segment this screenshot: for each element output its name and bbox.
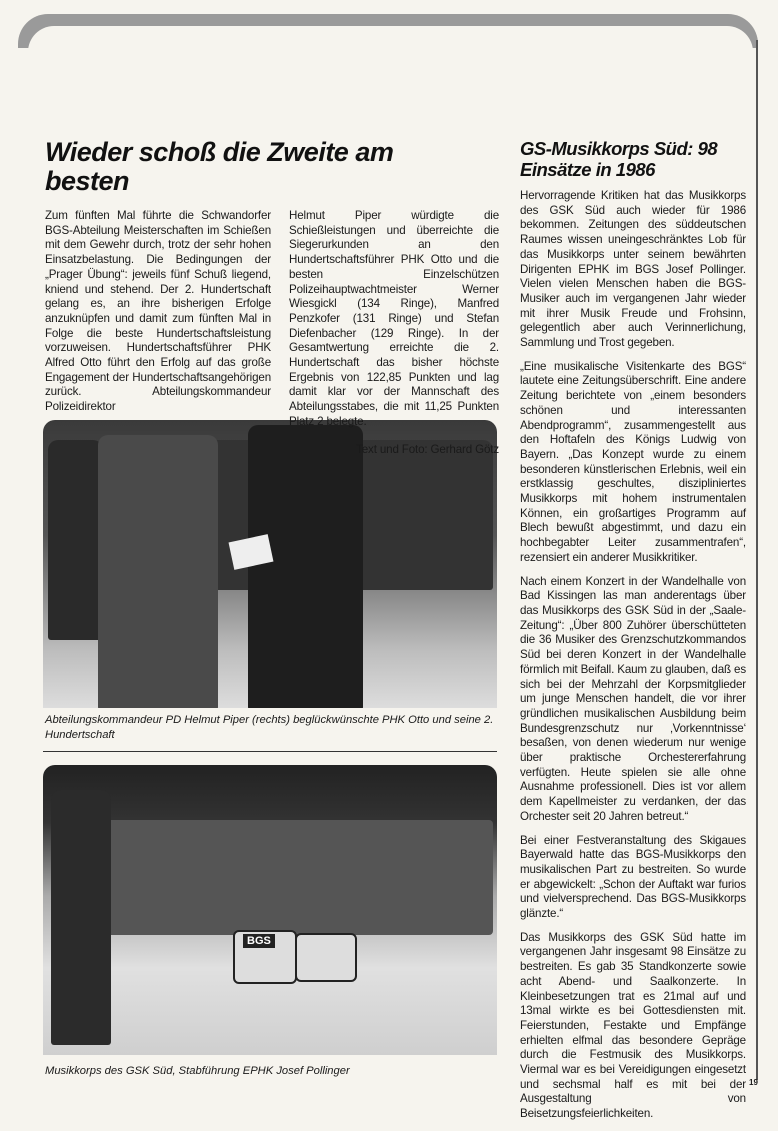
paragraph: Das Musikkorps des GSK Süd hatte im vergangenen Jahr insgesamt 98 Einsätze zu bestreiten. Es gab 35 Standkonzerte sowie acht Abend- und Saalkonzerte. In Kleinbesetzungen trat es 21mal auf und 13mal wirkte es bei Gottesdiensten mit. Feierstunden, Festakte und Empfänge erhielten elfmal das besondere Gepräge durch die Festmusik des Musikkorps. Viermal war es bei Vereidigungen eingesetzt und sechsmal half es mit bei der Ausgestaltung von Beisetzungsfeierlichkeiten. xyxy=(520,930,746,1121)
drum-label: BGS xyxy=(243,934,275,948)
header-inner xyxy=(28,26,753,56)
divider xyxy=(43,751,497,752)
article2-body xyxy=(520,189,746,1131)
photo1-caption: Abteilungskommandeur PD Helmut Piper (rechts) beglückwünschte PHK Otto und seine 2. Hundertschaft xyxy=(45,714,494,741)
article1-title: Wieder schoß die Zweite am besten xyxy=(45,137,394,196)
article1-column2: Helmut Piper würdigte die Schießleistungen und überreichte die Siegerurkunden an den Hundertschaftsführer PHK Otto und die besten Einzelschützen Polizeihauptwachtmeister Werner Wiesgickl (134 Ringe), Manfred Penzkofer (131 Ringe) und Stefan Diefenbacher (129 Ringe). In der Gesamtwertung erreichte die 2. Hundertschaft das bisher höchste Ergebnis von 122,85 Punkten und lag damit klar vor der Mannschaft des Abteilungsstabes, die mit 11,25 Punkten Platz 2 belegte. xyxy=(289,209,499,428)
article1-column2-wrap xyxy=(289,209,499,457)
conductor xyxy=(51,790,111,1045)
photo-handshake xyxy=(43,420,497,708)
paragraph: Bei einer Festveranstaltung des Skigaues Bayerwald hatte das BGS-Musikkorps den musikalischen Part zu bestreiten. So wurde er abgewickelt: „Schon der Auftakt war furios und vielversprechend. Das BGS-Musikkorps glänzte.“ xyxy=(520,833,746,921)
article2-title: GS-Musikkorps Süd: 98 Einsätze in 1986 xyxy=(520,138,718,180)
page-number: 19 xyxy=(749,1078,758,1087)
officer-left xyxy=(98,435,218,708)
paragraph: Hervorragende Kritiken hat das Musikkorps des GSK Süd auch wieder für 1986 bekommen. Zeitungen des süddeutschen Raumes wissen uneingeschränktes Lob für das Musikkorps unter seinem bewährten Dirigenten EPHK im BGS Josef Pollinger. Vielen vielen Menschen haben die BGS-Musiker auch im vergangenen Jahr wieder mit ihrer Musik Freude und Frohsinn, gelegentlich aber auch Verinnerlichung, Sammlung und Trost gegeben. xyxy=(520,189,746,350)
paragraph: Nach einem Konzert in der Wandelhalle von Bad Kissingen las man anderentags über das Musikkorps des GSK Süd in der „Saale-Zeitung“: „Über 800 Zuhörer überschütteten die 36 Musiker des Grenzschutzkommandos Süd bei deren Konzert in der Wandelhalle förmlich mit Beifall. Kaum zu glauben, daß es sich bei der Mehrzahl der Korpsmitglieder um junge Menschen handelt, die vor ihrer gründlichen musikalischen Ausbildung beim Bundesgrenzschutz nur ‚Vorkenntnisse‘ besaßen, von denen wiederum nur wenige über praktische Orchestererfahrung verfügten. Heute spielen sie alle ohne Ausnahme professionell. Dies ist vor allem dem Kapellmeister zu verdanken, der das Orchester seit 20 Jahren betreut.“ xyxy=(520,574,746,823)
page-border xyxy=(756,40,758,1080)
photo2-caption: Musikkorps des GSK Süd, Stabführung EPHK Josef Pollinger xyxy=(45,1065,350,1077)
paragraph: „Eine musikalische Visitenkarte des BGS“ lautete eine Zeitungsüberschrift. Eine andere Zeitung berichtete von „einem besonders schönen und interessanten Abendprogramm“, zusammengestellt aus den Hoftafeln des Königs Ludwig von Bayern. „Das Konzept wurde zu einem besonderen künstlerischen Erlebnis, weil ein erstklassig geschultes, diszipliniertes Musikkorps mit hohem instrumentalen Können, ein großartiges Programm auf Blech bewußt abgestimmt, und dazu ein hochbegabter Leiter zusammentrafen“, rezensiert ein anderer Musikkritiker. xyxy=(520,359,746,564)
photo-band xyxy=(43,765,497,1055)
officer-right xyxy=(248,425,363,708)
drum xyxy=(295,933,357,982)
photo-credit: Text und Foto: Gerhard Götz xyxy=(356,442,499,456)
drum xyxy=(233,930,297,984)
band-members xyxy=(103,820,493,935)
soldier-figure xyxy=(48,440,103,640)
article1-column1: Zum fünften Mal führte die Schwandorfer BGS-Abteilung Meisterschaften im Schießen mit dem Gewehr durch, trotz der sehr hohen Einsatzbelastung. Die Bedingungen der „Prager Übung“: jeweils fünf Schuß liegend, kniend und stehend. Der 2. Hundertschaft gelang es, an ihre bisherigen Erfolge anzuknüpfen und damit zum fünften Mal in Folge die beste Hundertschaftsleistung vorzuweisen. Hundertschaftsführer PHK Alfred Otto führt den Erfolg auf das große Engagement der Hundertschaftsangehörigen zurück. Abteilungskommandeur Polizeidirektor xyxy=(45,209,271,414)
